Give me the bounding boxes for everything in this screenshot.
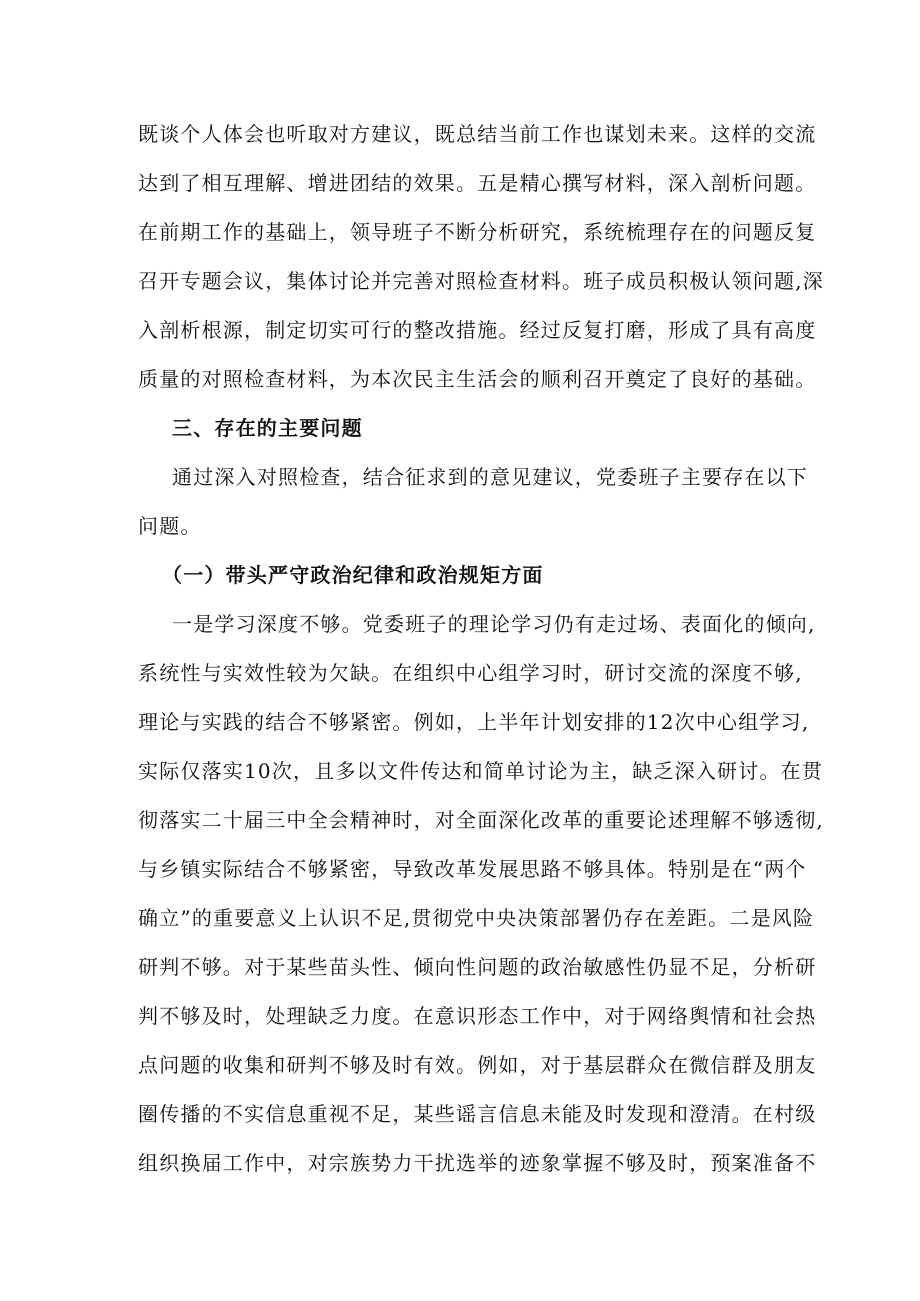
body-text-line: 圈传播的不实信息重视不足，某些谣言信息未能及时发现和澄清。在村级 [138, 1102, 817, 1126]
body-text-line: 既谈个人体会也听取对方建议，既总结当前工作也谋划未来。这样的交流 [138, 122, 817, 146]
body-text-line: 与乡镇实际结合不够紧密，导致改革发展思路不够具体。特别是在“两个 [138, 857, 807, 881]
body-text-line: 理论与实践的结合不够紧密。例如，上半年计划安排的12次中心组学习, [138, 710, 810, 734]
body-text-line: 点问题的收集和研判不够及时有效。例如，对于基层群众在微信群及朋友 [138, 1053, 817, 1077]
body-text-line: 问题。 [138, 514, 202, 538]
section-heading: 三、存在的主要问题 [172, 416, 363, 440]
body-text-line: 在前期工作的基础上，领导班子不断分析研究，系统梳理存在的问题反复 [138, 220, 817, 244]
body-text-line: 实际仅落实10次，且多以文件传达和简单讨论为主，缺乏深入研讨。在贯 [138, 759, 824, 783]
subsection-heading: （一）带头严守政治纪律和政治规矩方面 [162, 563, 544, 587]
body-text-line: 通过深入对照检查，结合征求到的意见建议，党委班子主要存在以下 [172, 465, 808, 489]
body-text-line: 质量的对照检查材料，为本次民主生活会的顺利召开奠定了良好的基础。 [138, 367, 817, 391]
body-text-line: 彻落实二十届三中全会精神时，对全面深化改革的重要论述理解不够透彻, [138, 808, 824, 832]
body-text-line: 研判不够。对于某些苗头性、倾向性问题的政治敏感性仍显不足，分析研 [138, 955, 817, 979]
body-text-line: 组织换届工作中，对宗族势力干扰选举的迹象掌握不够及时，预案准备不 [138, 1151, 817, 1175]
body-text-line: 确立”的重要意义上认识不足,贯彻党中央决策部署仍存在差距。二是风险 [138, 906, 815, 930]
body-text-line: 系统性与实效性较为欠缺。在组织中心组学习时，研讨交流的深度不够, [138, 661, 803, 685]
body-text-line: 达到了相互理解、增进团结的效果。五是精心撰写材料，深入剖析问题。 [138, 171, 817, 195]
body-text-line: 入剖析根源，制定切实可行的整改措施。经过反复打磨，形成了具有高度 [138, 318, 817, 342]
body-text-line: 召开专题会议，集体讨论并完善对照检查材料。班子成员积极认领问题,深 [138, 269, 824, 293]
body-text-line: 一是学习深度不够。党委班子的理论学习仍有走过场、表面化的倾向, [172, 612, 816, 636]
body-text-line: 判不够及时，处理缺乏力度。在意识形态工作中，对于网络舆情和社会热 [138, 1004, 817, 1028]
